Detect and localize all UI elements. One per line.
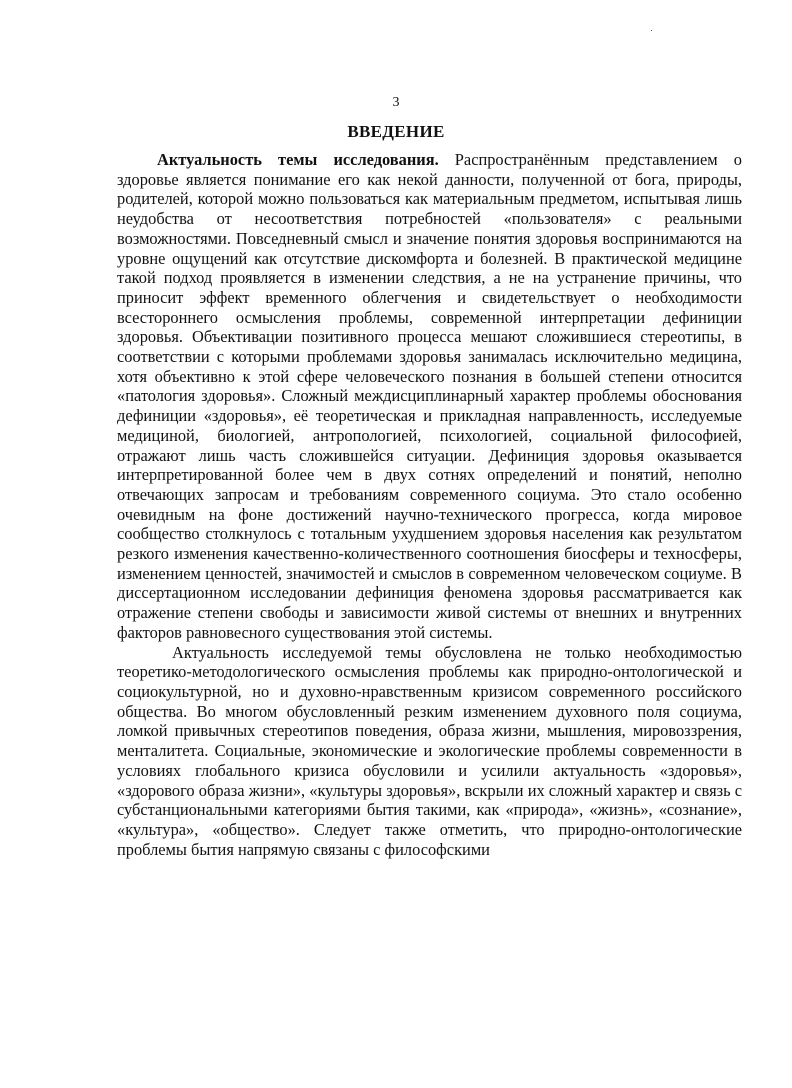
paragraph-lead-bold: Актуальность темы исследования. <box>157 150 439 169</box>
paragraph-relevance <box>117 150 742 643</box>
section-heading: ВВЕДЕНИЕ <box>347 122 445 141</box>
scan-speck <box>651 30 652 31</box>
paragraph-topic-relevance <box>117 643 742 860</box>
paragraph-text: Актуальность исследуемой темы обусловлена не только необходимостью теоретико-методологического осмысления проблемы как природно-онтологической и социокультурной, но и духовно-нравственным кризисом современного российского общества. Во многом обусловленный резким изменением духовного поля социума, ломкой привычных стереотипов поведения, образа жизни, мышления, мировоззрения, менталитета. Социальные, экономические и экологические проблемы современности в условиях глобального кризиса обусловили и усилили актуальность «здоровья», «здорового образа жизни», «культуры здоровья», вскрыли их сложный характер и связь с субстанциональными категориями бытия такими, как «природа», «жизнь», «сознание», «культура», «общество». Следует также отметить, что природно-онтологические проблемы бытия напрямую связаны с философскими <box>117 642 742 859</box>
body-text <box>117 150 742 859</box>
paragraph-text: Распространённым представлением о здоровье является понимание его как некой данности, полученной от бога, природы, родителей, которой можно пользоваться как материальным предметом, испытывая лишь неудобства от несоответствия потребностей «пользователя» с реальными возможностями. Повседневный смысл и значение понятия здоровья воспринимаются на уровне ощущений как отсутствие дискомфорта и болезней. В практической медицине такой подход проявляется в изменении следствия, а не на устранение причины, что приносит эффект временного облегчения и свидетельствует о необходимости всестороннего осмысления проблемы, современной интерпретации дефиниции здоровья. Объективации позитивного процесса мешают сложившиеся стереотипы, в соответствии с которыми проблемами здоровья занималась исключительно медицина, хотя объективно к этой сфере человеческого познания в большей степени относится «патология здоровья». Сложный междисциплинарный характер проблемы обоснования дефиниции «здоровья», её теоретическая и прикладная направленность, исследуемые медициной, биологией, антропологией, психологией, социальной философией, отражают лишь часть сложившейся ситуации. Дефиниция здоровья оказывается интерпретированной более чем в двух сотнях определений и понятий, неполно отвечающих запросам и требованиям современного социума. Это стало особенно очевидным на фоне достижений научно-технического прогресса, когда мировое сообщество столкнулось с тотальным ухудшением здоровья населения как результатом резкого изменения качественно-количественного соотношения биосферы и техносферы, изменением ценностей, значимостей и смыслов в современном человеческом социуме. В диссертационном исследовании дефиниция феномена здоровья рассматривается как отражение степени свободы и зависимости живой системы от внешних и внутренних факторов равновесного существования этой системы. <box>117 150 742 642</box>
page-number: 3 <box>392 95 400 110</box>
